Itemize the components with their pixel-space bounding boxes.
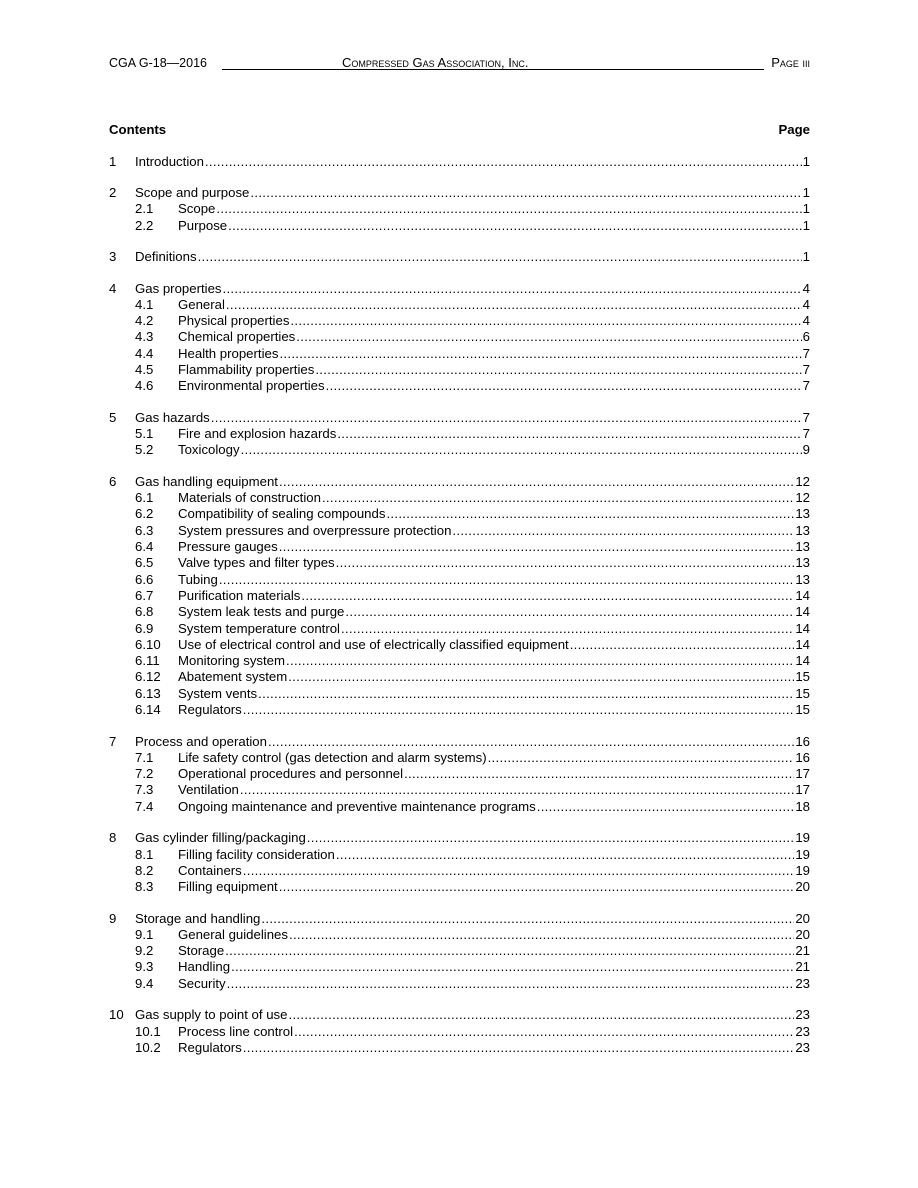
dot-leader [225, 943, 794, 959]
entry-page-number: 14 [795, 636, 810, 652]
entry-title: Flammability properties [178, 362, 315, 378]
dot-leader [268, 734, 794, 750]
toc-entry[interactable] [109, 154, 810, 170]
entry-title: Gas hazards [135, 409, 210, 425]
entry-page-number: 4 [802, 280, 810, 296]
entry-title: Pressure gauges [178, 539, 278, 555]
dot-leader [258, 686, 794, 702]
toc-subentry[interactable] [109, 799, 810, 815]
toc-section [109, 734, 810, 815]
entry-number: 6.8 [135, 604, 154, 620]
entry-page-number: 1 [802, 217, 810, 233]
toc-subentry[interactable] [109, 539, 810, 555]
dot-leader [240, 782, 794, 798]
dot-leader [241, 442, 802, 458]
toc-subentry[interactable] [109, 621, 810, 637]
toc-subentry[interactable] [109, 604, 810, 620]
entry-title: Monitoring system [178, 653, 286, 669]
entry-title: Toxicology [178, 442, 240, 458]
entry-title: Gas supply to point of use [135, 1007, 288, 1023]
toc-subentry[interactable] [109, 959, 810, 975]
entry-title: Gas handling equipment [135, 473, 278, 489]
entry-number: 6.10 [135, 636, 161, 652]
dot-leader [279, 879, 795, 895]
dot-leader [286, 653, 794, 669]
entry-number: 6.6 [135, 571, 154, 587]
dot-leader [198, 249, 802, 265]
entry-number: 2 [109, 184, 117, 200]
dot-leader [228, 218, 802, 234]
toc-subentry[interactable] [109, 943, 810, 959]
page-header [109, 55, 810, 71]
entry-page-number: 23 [795, 1039, 810, 1055]
entry-page-number: 13 [795, 539, 810, 555]
entry-number: 4.1 [135, 296, 154, 312]
toc-subentry[interactable] [109, 572, 810, 588]
dot-leader [341, 621, 794, 637]
dot-leader [326, 378, 802, 394]
toc-subentry[interactable] [109, 588, 810, 604]
dot-leader [296, 329, 801, 345]
dot-leader [250, 185, 801, 201]
entry-page-number: 12 [795, 490, 810, 506]
dot-leader [243, 1040, 795, 1056]
contents-heading: Contents [109, 122, 167, 137]
entry-number: 6.3 [135, 522, 154, 538]
entry-title: Gas properties [135, 280, 222, 296]
toc-subentry[interactable] [109, 490, 810, 506]
toc-subentry[interactable] [109, 669, 810, 685]
entry-number: 6.9 [135, 620, 154, 636]
entry-title: Handling [178, 959, 231, 975]
dot-leader [219, 572, 794, 588]
entry-title: Storage [178, 943, 225, 959]
entry-number: 10.1 [135, 1023, 161, 1039]
toc-subentry[interactable] [109, 523, 810, 539]
dot-leader [336, 555, 795, 571]
dot-leader [315, 362, 801, 378]
toc-subentry[interactable] [109, 297, 810, 313]
toc-subentry[interactable] [109, 686, 810, 702]
toc-entry[interactable] [109, 474, 810, 490]
toc-section [109, 830, 810, 895]
toc-subentry[interactable] [109, 346, 810, 362]
toc-section [109, 185, 810, 234]
page-number-label: Page iii [771, 55, 810, 70]
entry-page-number: 1 [802, 153, 810, 169]
entry-page-number: 7 [802, 345, 810, 361]
toc-subentry[interactable] [109, 653, 810, 669]
entry-title: Filling facility consideration [178, 846, 335, 862]
toc-subentry[interactable] [109, 506, 810, 522]
entry-title: System vents [178, 685, 258, 701]
entry-page-number: 13 [795, 506, 810, 522]
entry-number: 5.2 [135, 442, 154, 458]
entry-title: Fire and explosion hazards [178, 426, 337, 442]
toc-subentry[interactable] [109, 702, 810, 718]
toc-entry[interactable] [109, 185, 810, 201]
entry-title: Use of electrical control and use of electrically classified equipment [178, 636, 569, 652]
dot-leader [404, 766, 794, 782]
dot-leader [279, 346, 801, 362]
dot-leader [227, 976, 795, 992]
entry-title: General guidelines [178, 926, 288, 942]
entry-page-number: 17 [795, 782, 810, 798]
dot-leader [223, 281, 802, 297]
toc-entry[interactable] [109, 911, 810, 927]
dot-leader [337, 426, 801, 442]
entry-title: System leak tests and purge [178, 604, 345, 620]
dot-leader [288, 1007, 794, 1023]
toc-section [109, 249, 810, 265]
dot-leader [205, 154, 802, 170]
entry-title: Process line control [178, 1023, 294, 1039]
entry-page-number: 16 [795, 749, 810, 765]
entry-title: Ongoing maintenance and preventive maintenance programs [178, 798, 536, 814]
dot-leader [243, 863, 795, 879]
toc-subentry[interactable] [109, 927, 810, 943]
toc-heading-row [109, 122, 810, 138]
entry-page-number: 1 [802, 184, 810, 200]
entry-title: System pressures and overpressure protection [178, 522, 452, 538]
entry-number: 6.7 [135, 587, 154, 603]
dot-leader [261, 911, 794, 927]
entry-number: 7.3 [135, 782, 154, 798]
dot-leader [336, 847, 794, 863]
entry-page-number: 20 [795, 926, 810, 942]
entry-number: 7.2 [135, 766, 154, 782]
dot-leader [294, 1024, 794, 1040]
entry-page-number: 14 [795, 587, 810, 603]
entry-number: 4.5 [135, 362, 154, 378]
entry-title: Life safety control (gas detection and alarm systems) [178, 749, 487, 765]
entry-number: 6.1 [135, 490, 154, 506]
dot-leader [289, 927, 794, 943]
document-id: CGA G-18—2016 [109, 56, 207, 70]
entry-title: Process and operation [135, 733, 267, 749]
entry-number: 6 [109, 473, 117, 489]
entry-title: Physical properties [178, 313, 290, 329]
entry-page-number: 7 [802, 378, 810, 394]
dot-leader [322, 490, 794, 506]
entry-number: 6.13 [135, 685, 161, 701]
entry-page-number: 23 [795, 1007, 810, 1023]
entry-number: 4 [109, 280, 117, 296]
toc-subentry[interactable] [109, 555, 810, 571]
entry-number: 9.1 [135, 926, 154, 942]
toc-subentry[interactable] [109, 442, 810, 458]
entry-page-number: 7 [802, 426, 810, 442]
table-of-contents [109, 122, 810, 1071]
entry-page-number: 7 [802, 409, 810, 425]
entry-number: 6.12 [135, 669, 161, 685]
entry-number: 9.3 [135, 959, 154, 975]
toc-section [109, 1007, 810, 1056]
toc-entries [109, 154, 810, 1057]
entry-page-number: 20 [795, 879, 810, 895]
toc-subentry[interactable] [109, 218, 810, 234]
entry-number: 6.11 [135, 653, 160, 669]
toc-subentry[interactable] [109, 847, 810, 863]
entry-title: Chemical properties [178, 329, 296, 345]
entry-title: Valve types and filter types [178, 555, 335, 571]
toc-section [109, 281, 810, 395]
entry-number: 10 [109, 1007, 124, 1023]
entry-title: Gas cylinder filling/packaging [135, 830, 306, 846]
entry-page-number: 4 [802, 313, 810, 329]
entry-title: Definitions [135, 249, 197, 265]
entry-page-number: 1 [802, 249, 810, 265]
entry-title: Operational procedures and personnel [178, 766, 404, 782]
entry-number: 10.2 [135, 1039, 161, 1055]
toc-subentry[interactable] [109, 201, 810, 217]
toc-subentry[interactable] [109, 329, 810, 345]
toc-entry[interactable] [109, 249, 810, 265]
entry-title: Scope [178, 201, 216, 217]
entry-page-number: 16 [795, 733, 810, 749]
entry-page-number: 17 [795, 766, 810, 782]
toc-section [109, 410, 810, 459]
entry-title: Purpose [178, 217, 228, 233]
entry-page-number: 4 [802, 296, 810, 312]
entry-page-number: 19 [795, 830, 810, 846]
publisher-name: Compressed Gas Association, Inc. [342, 55, 529, 70]
entry-number: 6.14 [135, 702, 161, 718]
entry-number: 9.4 [135, 975, 154, 991]
toc-subentry[interactable] [109, 378, 810, 394]
entry-number: 6.2 [135, 506, 154, 522]
entry-number: 4.2 [135, 313, 154, 329]
toc-subentry[interactable] [109, 766, 810, 782]
dot-leader [345, 604, 794, 620]
entry-title: Containers [178, 862, 242, 878]
toc-subentry[interactable] [109, 879, 810, 895]
toc-subentry[interactable] [109, 976, 810, 992]
toc-section [109, 911, 810, 992]
entry-number: 1 [109, 153, 117, 169]
entry-number: 9 [109, 910, 117, 926]
entry-number: 8.3 [135, 879, 154, 895]
page-column-heading: Page [778, 122, 810, 137]
dot-leader [279, 539, 795, 555]
dot-leader [290, 313, 801, 329]
entry-number: 4.3 [135, 329, 154, 345]
entry-title: Scope and purpose [135, 184, 250, 200]
dot-leader [243, 702, 795, 718]
toc-subentry[interactable] [109, 362, 810, 378]
toc-entry[interactable] [109, 1007, 810, 1023]
entry-page-number: 13 [795, 571, 810, 587]
entry-page-number: 15 [795, 685, 810, 701]
dot-leader [307, 830, 795, 846]
dot-leader [231, 959, 794, 975]
entry-title: Introduction [135, 153, 204, 169]
entry-title: General [178, 296, 225, 312]
dot-leader [211, 410, 802, 426]
entry-page-number: 23 [795, 975, 810, 991]
dot-leader [452, 523, 794, 539]
entry-page-number: 15 [795, 669, 810, 685]
entry-title: Filling equipment [178, 879, 278, 895]
entry-number: 4.6 [135, 378, 154, 394]
toc-entry[interactable] [109, 281, 810, 297]
entry-number: 9.2 [135, 943, 154, 959]
toc-entry[interactable] [109, 734, 810, 750]
entry-number: 5 [109, 409, 117, 425]
dot-leader [216, 201, 801, 217]
entry-title: System temperature control [178, 620, 340, 636]
entry-page-number: 14 [795, 604, 810, 620]
dot-leader [301, 588, 794, 604]
dot-leader [386, 506, 794, 522]
dot-leader [226, 297, 802, 313]
entry-page-number: 12 [795, 473, 810, 489]
entry-title: Compatibility of sealing compounds [178, 506, 386, 522]
entry-page-number: 7 [802, 362, 810, 378]
entry-title: Security [178, 975, 226, 991]
toc-subentry[interactable] [109, 750, 810, 766]
entry-page-number: 15 [795, 702, 810, 718]
entry-page-number: 13 [795, 522, 810, 538]
entry-page-number: 14 [795, 653, 810, 669]
entry-number: 3 [109, 249, 117, 265]
entry-number: 2.2 [135, 217, 154, 233]
toc-section [109, 474, 810, 718]
entry-number: 7.1 [135, 749, 154, 765]
toc-section [109, 154, 810, 170]
entry-number: 6.5 [135, 555, 154, 571]
entry-number: 8.2 [135, 862, 154, 878]
entry-page-number: 13 [795, 555, 810, 571]
entry-title: Materials of construction [178, 490, 321, 506]
entry-page-number: 23 [795, 1023, 810, 1039]
entry-page-number: 21 [795, 959, 810, 975]
entry-page-number: 18 [795, 798, 810, 814]
entry-page-number: 21 [795, 943, 810, 959]
entry-page-number: 19 [795, 846, 810, 862]
entry-number: 5.1 [135, 426, 154, 442]
entry-page-number: 14 [795, 620, 810, 636]
toc-entry[interactable] [109, 410, 810, 426]
entry-title: Ventilation [178, 782, 239, 798]
entry-title: Environmental properties [178, 378, 325, 394]
entry-number: 8 [109, 830, 117, 846]
entry-title: Regulators [178, 702, 242, 718]
dot-leader [570, 637, 795, 653]
entry-number: 6.4 [135, 539, 154, 555]
entry-title: Health properties [178, 345, 279, 361]
entry-page-number: 20 [795, 910, 810, 926]
entry-page-number: 1 [802, 201, 810, 217]
toc-subentry[interactable] [109, 1024, 810, 1040]
entry-title: Purification materials [178, 587, 301, 603]
dot-leader [488, 750, 795, 766]
entry-page-number: 19 [795, 862, 810, 878]
entry-title: Tubing [178, 571, 218, 587]
entry-number: 7.4 [135, 798, 154, 814]
toc-subentry[interactable] [109, 1040, 810, 1056]
entry-title: Regulators [178, 1039, 242, 1055]
toc-subentry[interactable] [109, 426, 810, 442]
entry-title: Storage and handling [135, 910, 261, 926]
toc-entry[interactable] [109, 830, 810, 846]
entry-page-number: 6 [802, 329, 810, 345]
entry-number: 7 [109, 733, 117, 749]
toc-subentry[interactable] [109, 782, 810, 798]
dot-leader [537, 799, 795, 815]
dot-leader [288, 669, 794, 685]
entry-page-number: 9 [802, 442, 810, 458]
entry-number: 4.4 [135, 345, 154, 361]
entry-number: 8.1 [135, 846, 154, 862]
toc-subentry[interactable] [109, 313, 810, 329]
toc-subentry[interactable] [109, 863, 810, 879]
entry-number: 2.1 [135, 201, 154, 217]
toc-subentry[interactable] [109, 637, 810, 653]
dot-leader [279, 474, 794, 490]
entry-title: Abatement system [178, 669, 288, 685]
